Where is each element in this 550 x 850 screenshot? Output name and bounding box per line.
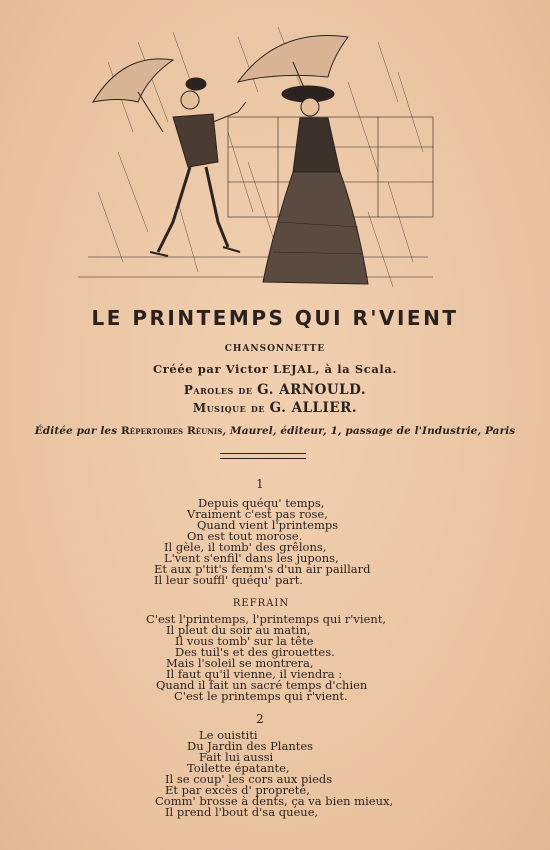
lyrics-credit — [0, 382, 550, 398]
building-background — [78, 117, 433, 277]
verse-1-line: Depuis quéqu' temps, — [198, 496, 325, 510]
verse-1-number: 1 — [256, 477, 264, 491]
refrain-line: Il pleut du soir au matin, — [166, 623, 311, 637]
verse-1-line: On est tout morose. — [187, 529, 303, 543]
man-with-umbrella — [93, 59, 246, 256]
refrain-line: C'est l'printemps, l'printemps qui r'vient, — [146, 612, 387, 626]
performer-credit: Créée par Victor LEJAL, à la Scala. — [152, 362, 398, 376]
refrain-label: REFRAIN — [232, 598, 290, 609]
verse-1-line: Quand vient l'printemps — [197, 518, 339, 532]
lyrics-credit-prefix: Paroles de — [183, 383, 253, 397]
refrain-line: Mais l'soleil se montrera, — [166, 656, 314, 670]
verse-2-line: Et par excès d' propreté, — [165, 783, 310, 797]
refrain-line: Il faut qu'il vienne, il viendra : — [166, 667, 343, 681]
verse-2-line: Du Jardin des Plantes — [187, 739, 314, 753]
publisher-part2: , Maurel, éditeur, 1, passage de l'Industrie, Paris — [222, 425, 516, 437]
refrain-line: C'est le printemps qui r'vient. — [174, 689, 348, 703]
divider-rule — [220, 453, 306, 459]
verse-2-line: Il prend l'bout d'sa queue, — [165, 805, 319, 819]
music-credit-prefix: Musique de — [192, 401, 265, 415]
composer-name: G. ALLIER. — [269, 400, 358, 416]
lyricist-name: G. ARNOULD. — [257, 382, 367, 398]
verse-2-line: Fait lui aussi — [199, 750, 274, 764]
verse-2-line: Comm' brosse à dents, ça va bien mieux, — [155, 794, 394, 808]
verse-2-line: Toilette épatante, — [187, 761, 290, 775]
refrain-line: Des tuil's et des girouettes. — [175, 645, 335, 659]
publisher-part1: Éditée par les — [34, 425, 118, 437]
verse-2-line: Le ouistiti — [199, 728, 258, 742]
music-credit — [0, 400, 550, 416]
verse-2-line: Il se coup' les cors aux pieds — [165, 772, 333, 786]
song-title: LE PRINTEMPS QUI R'VIENT — [91, 306, 459, 330]
verse-2-number: 2 — [256, 712, 264, 726]
verse-1-line: Il gèle, il tomb' des grêlons, — [164, 540, 327, 554]
verse-1-line: Et aux p'tit's femm's d'un air paillard — [154, 562, 371, 576]
refrain-line: Quand il fait un sacré temps d'chien — [156, 678, 368, 692]
verse-1-line: Il leur souffl' quéqu' part. — [154, 573, 303, 587]
publisher-line — [0, 425, 550, 437]
publisher-name: Répertoires Réunis — [120, 425, 223, 437]
refrain-line: Il vous tomb' sur la tête — [175, 634, 314, 648]
rain-umbrella-illustration — [78, 22, 438, 297]
verse-1-line: Vraiment c'est pas rose, — [187, 507, 328, 521]
subtitle: CHANSONNETTE — [224, 344, 326, 354]
woman-with-umbrella — [238, 35, 368, 284]
verse-1-line: L'vent s'enfil' dans les jupons, — [164, 551, 339, 565]
